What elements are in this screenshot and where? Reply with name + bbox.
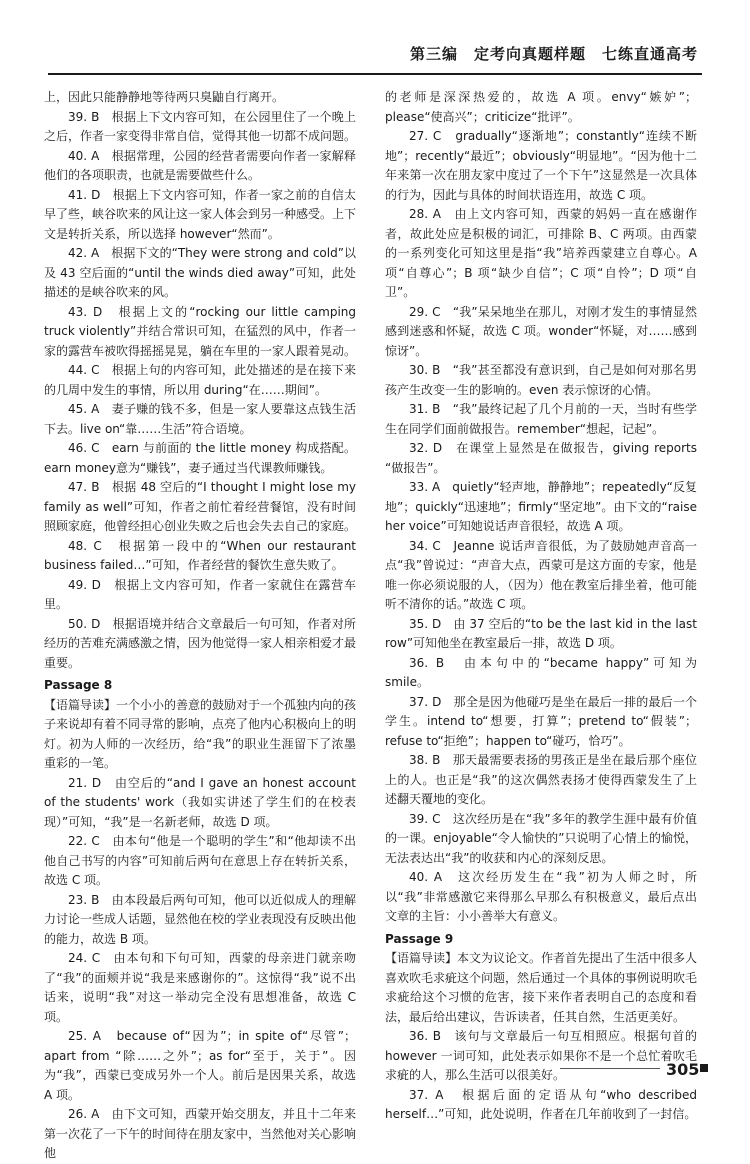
answer-paragraph: 23. B 由本段最后两句可知，他可以近似成人的理解力讨论一些成人话题，显然他在校的学业表现没有反映出他的能力，故选 B 项。 [44,892,357,946]
answer-paragraph: 44. C 根据上句的内容可知，此处描述的是在接下来的几周中发生的事情，所以用 during“在……期间”。 [44,363,356,397]
answer-paragraph: 22. C 由本句“他是一个聪明的学生”和“他却读不出他自己书写的内容”可知前后两句在意思上存在转折关系，故选 C 项。 [44,834,356,887]
answer-paragraph: 34. C Jeanne 说话声音很低，为了鼓励她声音高一点“我”曾说过：“声音大点，西蒙可是这方面的专家，他是唯一你必须说服的人，（因为）他在教室后排坐着，他可能听不清你的话。”故选 C 项。 [385,538,697,611]
answer-paragraph: 35. D 由 37 空后的“to be the last kid in the last row”可知他坐在教室最后一排，故选 D 项。 [385,616,697,650]
answer-paragraph: 49. D 根据上文内容可知，作者一家就住在露营车里。 [44,577,356,611]
passage-guide: 【语篇导读】本文为议论文。作者首先提出了生活中很多人喜欢吹毛求疵这个问题，然后通过一个具体的事例说明吹毛求疵给这个习惯的危害，接下来作者表明自己的态度和看法，最后给出建议，告诉读者，任其自然，生活更美好。 [385,951,698,1024]
left-column [44,88,356,1164]
answer-paragraph: 39. B 根据上下文内容可知，在公园里住了一个晚上之后，作者一家变得非常自信，觉得其他一切都不成问题。 [44,109,357,143]
answer-paragraph: 28. A 由上文内容可知，西蒙的妈妈一直在感谢作者，故此处应是积极的词汇，可排除 B、C 两项。由西蒙的一系列变化可知这里是指“我”培养西蒙建立自尊心。A 项“自尊心”；B 项“缺少自信”；C 项“自怜”；D 项“自卫”。 [385,207,697,299]
answer-paragraph: 29. C “我”呆呆地坐在那儿，对刚才发生的事情显然感到迷惑和怀疑，故选 C 项。wonder“怀疑，对……感到惊讶”。 [385,304,697,358]
passage-guide: 【语篇导读】一个小小的善意的鼓励对于一个孤独内向的孩子来说却有着不同寻常的影响，点亮了他内心积极向上的明灯。初为人师的一次经历，给“我”的职业生涯留下了浓墨重彩的一笔。 [44,697,357,770]
answer-paragraph: 41. D 根据上下文内容可知，作者一家之前的自信太早了些，峡谷吹来的风让这一家人体会到另一种感受。上下文是转折关系，所以选择 however“然而”。 [44,187,357,241]
section-heading: Passage 8 [44,678,113,692]
answer-paragraph: 40. A 这次经历发生在“我”初为人师之时，所以“我”非常感激它来得那么早那么有积极意义，最后点出文章的主旨：小小善举大有意义。 [385,870,697,923]
answer-paragraph: 的老师是深深热爱的，故选 A 项。envy“嫉妒”；please“使高兴”；criticize“批评”。 [385,90,697,124]
page-header [0,0,750,82]
answer-paragraph: 36. B 由本句中的“became happy”可知为 smile。 [385,655,697,689]
answer-paragraph: 47. B 根据 48 空后的“I thought I might lose my family as well”可知，作者之前忙着经营餐馆，没有时间照顾家庭，他曾经担心创业失败之后也会失去自己的家庭。 [44,480,357,533]
answer-paragraph: 36. B 该句与文章最后一句互相照应。根据句首的 however 一词可知，此处表示如果你不是一个总忙着吹毛求疵的人，那么生活可以很美好。 [385,1029,697,1082]
answer-paragraph: 45. A 妻子赚的钱不多，但是一家人要靠这点钱生活下去。live on“靠……生活”符合语境。 [44,402,356,436]
answer-paragraph: 37. A 根据后面的定语从句“who described herself…”可知，此处说明，作者在几年前收到了一封信。 [385,1087,697,1121]
answer-paragraph: 26. A 由下文可知，西蒙开始交朋友，并且十二年来第一次花了一下午的时间待在朋友家中，当然他对关心影响他 [44,1107,357,1160]
answer-paragraph: 38. B 那天最需要表扬的男孩正是坐在最后那个座位上的人。也正是“我”的这次偶然表扬才使得西蒙发生了上述翻天覆地的变化。 [385,753,697,806]
answer-paragraph: 40. A 根据常理，公园的经营者需要向作者一家解释他们的各项职责，也就是需要做些什么。 [44,148,356,182]
answer-paragraph: 46. C earn 与前面的 the little money 构成搭配。earn money意为“赚钱”，妻子通过当代课教师赚钱。 [44,441,356,475]
answer-paragraph: 21. D 由空后的“and I gave an honest account of the students' work（我如实讲述了学生们的在校表现）”可知，“我”是一名新老师，故选 D 项。 [44,775,356,829]
answer-paragraph: 48. C 根据第一段中的“When our restaurant business failed…”可知，作者经营的餐饮生意失败了。 [44,538,356,572]
answer-paragraph: 42. A 根据下文的“They were strong and cold”以及 43 空后面的“until the winds died away”可知，此处描述的是峡谷吹来的风。 [44,246,356,299]
answer-paragraph: 27. C gradually“逐渐地”；constantly“连续不断地”；recently“最近”；obviously“明显地”。“因为他十二年来第一次在朋友家中度过了一个下午”这显然是一次具体的行为，因此与具体的时间状语连用，故选 C 项。 [385,129,697,202]
answer-paragraph: 上，因此只能静静地等待两只臭鼬自行离开。 [44,90,285,104]
answer-paragraph: 50. D 根据语境并结合文章最后一句可知，作者对所经历的苦难充满感激之情，因为他觉得一家人相亲相爱才最重要。 [44,616,357,670]
answer-paragraph: 30. B “我”甚至都没有意识到，自己是如何对那名男孩产生改变一生的影响的。even 表示惊讶的心情。 [385,363,697,397]
answer-paragraph: 43. D 根据上文的“rocking our little camping truck violently”并结合常识可知，在猛烈的风中，作者一家的露营车被吹得摇摇晃晃，躺在车里的一家人跟着晃动。 [44,304,357,358]
answer-paragraph: 25. A because of“因为”；in spite of“尽管”；apart from “除……之外”；as for“至于，关于”。因为“我”，西蒙已变成另外一个人。前后是因果关系，故选 A 项。 [44,1029,356,1102]
right-column [385,88,700,1125]
page-number: 305 [666,1060,700,1079]
answer-paragraph: 39. C 这次经历是在“我”多年的教学生涯中最有价值的一课。enjoyable“令人愉快的”只说明了心情上的愉悦，无法表达出“我”的收获和内心的深刻反思。 [385,811,697,865]
answer-paragraph: 31. B “我”最终记起了几个月前的一天，当时有些学生在同学们面前做报告。remember“想起，记起”。 [385,402,697,436]
answer-paragraph: 33. A quietly“轻声地，静静地”；repeatedly“反复地”；quickly“迅速地”；firmly“坚定地”。由下文的“raise her voice”可知她说话声音很轻，故选 A 项。 [385,480,697,533]
answer-paragraph: 24. C 由本句和下句可知，西蒙的母亲进门就亲吻了“我”的面颊并说“我是来感谢你的”。这惊得“我”说不出话来，说明“我”对这一举动完全没有思想准备，故选 C 项。 [44,951,356,1024]
section-heading: Passage 9 [385,931,454,946]
page-number-square-icon [700,1064,708,1072]
header-title: 第三编 定考向真题样题 七练直通高考 [409,45,698,63]
header-rule [48,73,702,75]
answer-paragraph: 32. D 在课堂上显然是在做报告，giving reports “做报告”。 [385,441,697,475]
answer-paragraph: 37. D 那全是因为他碰巧是坐在最后一排的最后一个学生。intend to“想要，打算”；pretend to“假装”；refuse to“拒绝”；happen to“碰巧，恰巧”。 [385,694,697,748]
footer-rule [560,1068,660,1069]
